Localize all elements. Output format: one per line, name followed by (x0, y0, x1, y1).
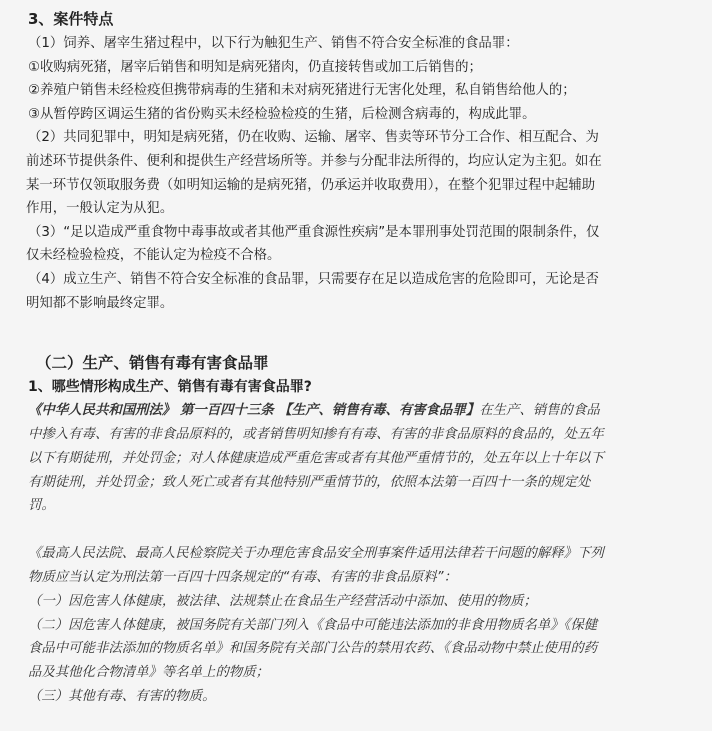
law-line: 以下有期徒刑，并处罚金；对人体健康造成严重危害或者有其他严重情节的，处五年以上十年以下 (28, 450, 604, 466)
paragraph-3-line: 仅未经检验检疫，不能认定为检疫不合格。 (26, 248, 281, 264)
law-line: 中掺入有毒、有害的非食品原料的，或者销售明知掺有有毒、有害的非食品原料的食品的，处五年 (28, 426, 604, 442)
paragraph-4-line: （4）成立生产、销售不符合安全标准的食品罪，只需要存在足以造成危害的危险即可，无论是否 (28, 271, 599, 287)
list-item: ①收购病死猪，屠宰后销售和明知是病死猪肉，仍直接转售或加工后销售的； (28, 59, 482, 75)
list-item: ③从暂停跨区调运生猪的省份购买未经检验检疫的生猪，后检测含病毒的，构成此罪。 (28, 106, 536, 122)
paragraph-2-line: （2）共同犯罪中，明知是病死猪，仍在收购、运输、屠宰、售卖等环节分工合作、相互配合、为 (28, 130, 599, 146)
substance-list-line: （三）其他有毒、有害的物质。 (28, 688, 216, 704)
paragraph-1: （1）饲养、屠宰生猪过程中，以下行为触犯生产、销售不符合安全标准的食品罪： (28, 36, 519, 51)
law-citation: 《中华人民共和国刑法》 第一百四十三条 【生产、销售有毒、有害食品罪】 (28, 403, 480, 419)
spacer (28, 518, 700, 542)
law-line: 有期徒刑，并处罚金；致人死亡或者有其他特别严重情节的，依照本法第一百四十一条的规定处 (28, 474, 591, 490)
paragraph-2-line: 某一环节仅领取服务费（如明知运输的是病死猪，仍承运并收取费用），在整个犯罪过程中起辅助 (26, 177, 596, 193)
law-text: 在生产、销售的食品 (479, 403, 600, 419)
paragraph-2-line: 作用，一般认定为从犯。 (26, 201, 174, 217)
law-line (28, 399, 700, 423)
section-two-title: （二）生产、销售有毒有害食品罪 (36, 354, 269, 373)
law-line: 罚。 (28, 498, 55, 514)
interpretation-line: 物质应当认定为刑法第一百四十四条规定的“有毒、有害的非食品原料”： (28, 569, 457, 585)
substance-list-line: （一）因危害人体健康，被法律、法规禁止在食品生产经营活动中添加、使用的物质； (28, 593, 537, 609)
substance-list-line: 食品中可能非法添加的物质名单》和国务院有关部门公告的禁用农药、《食品动物中禁止使用的药 (28, 641, 598, 657)
paragraph-4-line: 明知都不影响最终定罪。 (26, 295, 174, 311)
substance-list-line: （二）因危害人体健康，被国务院有关部门列入《食品中可能违法添加的非食用物质名单》《保健 (28, 617, 598, 633)
paragraph-3-line: （3）“足以造成严重食物中毒事故或者其他严重食源性疾病”是本罪刑事处罚范围的限制条件，仅 (28, 224, 600, 240)
list-item: ②养殖户销售未经检疫但携带病毒的生猪和未对病死猪进行无害化处理，私自销售给他人的； (28, 83, 576, 99)
question-heading: 1、哪些情形构成生产、销售有毒有害食品罪? (28, 379, 312, 396)
paragraph-2-line: 前述环节提供条件、便利和提供生产经营场所等。并参与分配非法所得的，均应认定为主犯。如在 (26, 153, 602, 169)
interpretation-line: 《最高人民法院、最高人民检察院关于办理危害食品安全刑事案件适用法律若干问题的解释》下列 (28, 546, 604, 562)
substance-list-line: 品及其他化合物清单》等名单上的物质； (28, 665, 270, 681)
section-3-title: 3、案件特点 (28, 10, 114, 28)
